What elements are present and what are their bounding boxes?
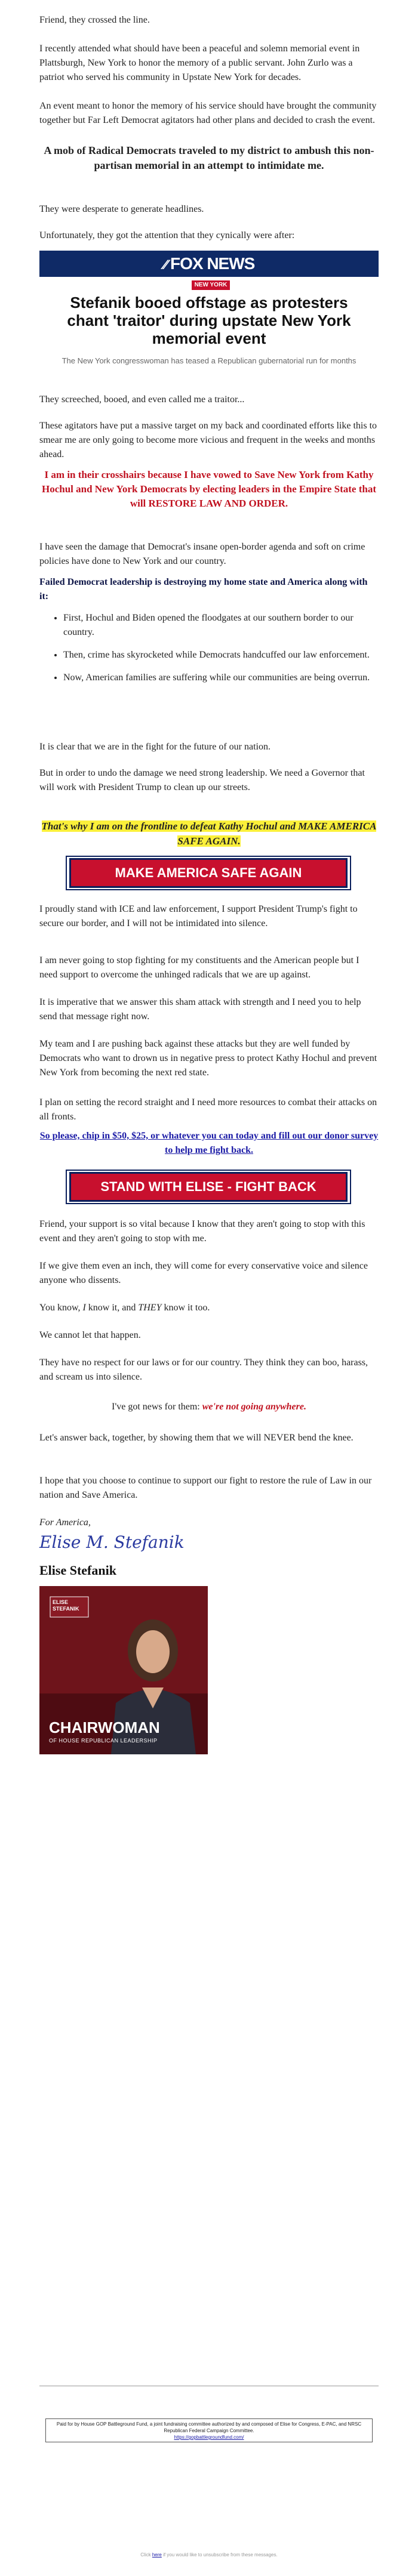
- make-america-safe-button[interactable]: MAKE AMERICA SAFE AGAIN: [69, 858, 348, 888]
- paragraph: They were desperate to generate headlines.: [39, 204, 204, 214]
- paragraph: I proudly stand with ICE and law enforcement, I support President Trump's fight to secure our border, and I will not be intimidated into silence.: [39, 904, 358, 928]
- paragraph: I am never going to stop fighting for my constituents and the American people but I need support to overcome the unhinged radicals that we are up against.: [39, 955, 359, 980]
- paragraph: An event meant to honor the memory of his service should have brought the community together but Far Left Democrat agitators had other plans and decided to crash the event.: [39, 101, 377, 125]
- paragraph: Let's answer back, together, by showing them that we will NEVER bend the knee.: [39, 1433, 354, 1443]
- chairwoman-portrait: [39, 1586, 208, 1754]
- list-heading: Failed Democrat leadership is destroying my home state and America along with it:: [39, 577, 368, 601]
- unsubscribe-link[interactable]: here: [152, 2552, 162, 2558]
- paragraph: I plan on setting the record straight and I need more resources to combat their attacks on all fronts.: [39, 1097, 377, 1122]
- paragraph: If we give them even an inch, they will come for every conservative voice and silence anyone who dissents.: [39, 1261, 368, 1285]
- list-item: • Now, American families are suffering while our communities are being overrun.: [63, 671, 386, 685]
- article-headline[interactable]: Stefanik booed offstage as protesters chant 'traitor' during upstate New York memorial event: [67, 294, 351, 347]
- signoff: For America,: [39, 1517, 91, 1528]
- paragraph: I recently attended what should have been a peaceful and solemn memorial event in Plattsburgh, New York to honor the memory of a public servant. John Zurlo was a patriot who served his community in Upstate New York for decades.: [39, 44, 360, 82]
- stand-with-elise-button[interactable]: STAND WITH ELISE - FIGHT BACK: [69, 1172, 348, 1202]
- portrait-tag: ELISE STEFANIK: [53, 1599, 79, 1612]
- paragraph: They screeched, booed, and even called me a traitor...: [39, 394, 245, 405]
- paragraph: We cannot let that happen.: [39, 1330, 141, 1340]
- callout-red: I am in their crosshairs because I have vowed to Save New York from Kathy Hochul and New York Democrats by electing leaders in the Empire State that will RESTORE LAW AND ORDER.: [41, 469, 376, 509]
- article-section-tag: NEW YORK: [192, 280, 230, 290]
- greeting: Friend, they crossed the line.: [39, 15, 150, 25]
- highlight-callout: That's why I am on the frontline to defeat Kathy Hochul and MAKE AMERICA SAFE AGAIN.: [41, 820, 377, 847]
- portrait-subtitle: OF HOUSE REPUBLICAN LEADERSHIP: [49, 1738, 158, 1744]
- donate-link[interactable]: So please, chip in $50, $25, or whatever you can today and fill out our donor survey to help me fight back.: [39, 1131, 379, 1155]
- paragraph: Friend, your support is so vital because I know that they aren't going to stop with this event and they aren't going to stop with me.: [39, 1219, 365, 1244]
- paragraph: Unfortunately, they got the attention that they cynically were after:: [39, 230, 295, 240]
- paragraph: It is clear that we are in the fight for the future of our nation.: [39, 742, 271, 752]
- list-item: • Then, crime has skyrocketed while Democrats handcuffed our law enforcement.: [63, 648, 386, 662]
- paid-for-disclaimer: Paid for by House GOP Battleground Fund, a joint fundraising committee authorized by and composed of Elise for Congress, E-PAC, and NRSC Republican Federal Campaign Committee. https://gopbattlegroundfund.com/: [45, 2418, 373, 2442]
- footer-url-link[interactable]: https://gopbattlegroundfund.com/: [174, 2435, 244, 2440]
- article-subhead: The New York congresswoman has teased a Republican gubernatorial run for months: [62, 356, 356, 365]
- paragraph: You know, I know it, and THEY know it too.: [39, 1303, 210, 1313]
- signature: Elise M. Stefanik: [39, 1532, 185, 1552]
- paragraph: I have seen the damage that Democrat's insane open-border agenda and soft on crime policies have done to New York and our country.: [39, 542, 365, 566]
- paragraph: But in order to undo the damage we need strong leadership. We need a Governor that will work with President Trump to clean up our streets.: [39, 768, 365, 792]
- paragraph: I hope that you choose to continue to support our fight to restore the rule of Law in our nation and Save America.: [39, 1476, 372, 1500]
- paragraph: It is imperative that we answer this sham attack with strength and I need you to help send that message right now.: [39, 997, 361, 1022]
- logo-mark-icon: ⁄⁄: [163, 257, 167, 272]
- portrait-title: CHAIRWOMAN: [49, 1719, 160, 1736]
- fox-news-banner[interactable]: [39, 251, 379, 277]
- bullet-list: [39, 611, 386, 693]
- fox-news-logo: ⁄⁄ FOX NEWS: [163, 254, 255, 273]
- paragraph: These agitators have put a massive target on my back and coordinated efforts like this to smear me are only going to become more vicious and frequent in the weeks and months ahead.: [39, 421, 377, 459]
- signer-name: Elise Stefanik: [39, 1563, 116, 1578]
- callout-heading: A mob of Radical Democrats traveled to my district to ambush this non-partisan memorial in an attempt to intimidate me.: [44, 144, 374, 171]
- list-item: • First, Hochul and Biden opened the floodgates at our southern border to our country.: [63, 611, 386, 640]
- news-line: I've got news for them: we're not going anywhere.: [112, 1402, 306, 1412]
- paragraph: They have no respect for our laws or for our country. They think they can boo, harass, and scream us into silence.: [39, 1358, 368, 1382]
- paragraph: My team and I are pushing back against these attacks but they are well funded by Democrats who want to drown us in negative press to protect Kathy Hochul and prevent New York from becoming the next red state.: [39, 1039, 377, 1078]
- unsubscribe-line: Click here if you would like to unsubscribe from these messages.: [140, 2552, 278, 2558]
